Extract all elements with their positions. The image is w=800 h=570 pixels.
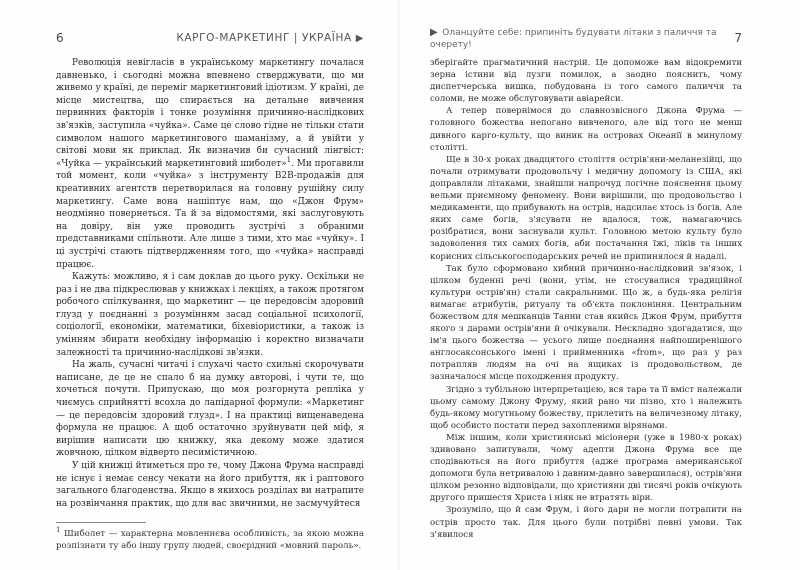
paragraph: Зрозуміло, що й сам Фрум, і його дари не могли потрапити на острів просто так. Для цього були потрібні певні умови. Так з'явилося [430, 505, 742, 540]
running-head-group [430, 26, 734, 50]
paragraph-text: . Ми прогавили той момент, коли «чуйка» з інструменту B2B-продажів для креативних агентств перетворилася на головну рушійну силу маркетингу. Саме вона нашіптує нам, що «Джон Фрум» неодмінно повернеться. Та й за відомостями, які заслуговують на довіру, він уже проводить зустрічі з обраними представниками спільноти. Але лише з тими, хто має «чуйку». І ці зустрічі стають підтвердженням того, що «чуйка» насправді працює. [56, 158, 365, 270]
footnote-divider [56, 522, 146, 523]
right-page [400, 0, 800, 570]
paragraph: Згідно з тубільною інтерпретацією, вся тара та її вміст належали цьому самому Джону Фруму, який рано чи пізно, хто і належить будь-якому могутньому божеству, прилетить на величезному літаку, щоб особисто постати перед захопленими вірянами. [430, 384, 742, 431]
right-page-body [430, 57, 742, 541]
running-head-group [176, 32, 364, 44]
footnote-text: Шиболет — характерна мовленнєва особливість, за якою можна розпізнати ту або іншу групу людей, своєрідний «мовний пароль». [56, 529, 364, 551]
triangle-right-icon: ▶ [430, 27, 439, 38]
left-page-header [56, 29, 364, 47]
triangle-right-icon: ▶ [355, 33, 364, 44]
footnote [56, 526, 364, 552]
right-page-header [430, 27, 742, 50]
running-head: Оланцуйте себе: припиніть будувати літаки з паличчя та очерету! [430, 28, 717, 50]
paragraph: Кажуть: можливо, я і сам доклав до цього руку. Оскільки не раз і не два підкреслював у книжках і лекціях, а також протягом робочого спілкування, що маркетинг — це передовсім здоровий глузд у поєднанні з розумінням засад соціальної психології, соціології, економіки, математики, біхевіористики, а також із умінням збирати необхідну інформацію і коректно визначати залежності та причинно-наслідкові зв'язки. [56, 272, 364, 358]
paragraph: У цій книжці йтиметься про те, чому Джона Фрума насправді не існує і немає сенсу чекати на його прибуття, як і раптового загального благоденства. Якщо в якихось розділах ви натрапите на розвінчання практик, що для вас звичними, не засмучуйтеся [56, 461, 364, 509]
footnote-number: 1 [56, 526, 61, 535]
paragraph: На жаль, сучасні читачі і слухачі часто схильні скорочувати написане, де це не спало б на думку авторові, і чути те, що хочеться почути. Припускаю, що моя розгорнута репліка у чиємусь сприйнятті всохла до лапідарної формули: «Маркетинг — це передовсім здоровий глузд». І на практиці вищенаведена формула не працює. А щоб остаточно зруйнувати цей міф, я вирішив написати цю книжку, яка декому може здатися жовчною, цілком відверто песимістичною. [56, 360, 364, 459]
paragraph: А тепер повернімося до славнозвісного Джона Фрума — головного божества непогано вивченого, але від того не менш дивного карго-культу, що виник на островах Океанії в минулому столітті. [430, 106, 742, 153]
paragraph: Ще в 30-х роках двадцятого століття острів'яни-меланезійці, що почали отримувати продовольчу і медичну допомогу із США, які доправляли літаками, знайшли напрочуд логічне пояснення цьому вельми приємному феномену. Вони вирішили, що продовольство і медикаменти, що прибувають на острів, надсилає хтось із богів. Але яких саме богів, з'ясувати не вдалося, тож, намагаючись розібратися, вони заснували культ. Головною метою культу було задоволення тих самих богів, аби постачання їжі, ліків та інших корисних сільськогосподарських речей не припинялося й надалі. [430, 154, 742, 262]
paragraph [56, 57, 364, 271]
running-head: КАРГО-МАРКЕТИНГ | УКРАЇНА [176, 32, 352, 44]
paragraph: зберігайте прагматичний настрій. Це допоможе вам відокремити зерна істини від лузги помилок, а заодно пояснить, чому диспетчерська вишка, побудована із того самого паличчя та соломи, не може обслуговувати авіарейси. [430, 58, 742, 105]
page-number: 7 [734, 31, 742, 45]
paragraph-text: Революція невігласів в українському маркетингу почалася давненько, і сьогодні можна впевнено стверджувати, що ми живемо у країні, де переміг маркетинговий ідіотизм. У країні, де місце мистецтва, що спирається на детальне вивчення первинних факторів і тонке розуміння причинно-наслідкових зв'язків, заступила «чуйка». Саме це слово гідне не тільки стати символом нашого маркетингового шаманізму, а й увійти у світові мови як приклад. Як визначив би сучасний лінгвіст: «Чуйка — український маркетинговий шиболет» [56, 58, 364, 169]
footnote-marker: 1 [286, 155, 292, 164]
paragraph: Так було сформовано хибний причинно-наслідковий зв'язок, і цілком буденні речі (вони, утім, не стосувалися традиційної культури острів'ян) стали сакральними. Що ж, а будь-яка релігія вимагає атрибутів, ритуалу та об'єкта поклоніння. Центральним божеством для мешканців Танни став якийсь Джон Фрум, прибуття якого з дарами острів'яни й очікували. Несклaдно здогадатися, що ім'я цього божества — усього лише поєднання найпоширенішого англосаксонського імені і прийменника «from», що раз у раз потрапляв людям на очі на ящиках із продовольством, де зазначалося місце походження продукту. [430, 263, 742, 383]
paragraph: Між іншим, коли християнські місіонери (уже в 1980-х роках) здивовано запитували, чому адепти Джона Фрума все ще сподіваються на його прибуття (адже програма американської допомоги була нетривалою і давним-давно завершилася), острів'яни цілком резонно відповідали, що християни дві тисячі років очікують другого пришестя Христа і ніяк не втратять віри. [430, 432, 742, 504]
left-page-body [56, 57, 364, 552]
page-number: 6 [56, 31, 64, 45]
